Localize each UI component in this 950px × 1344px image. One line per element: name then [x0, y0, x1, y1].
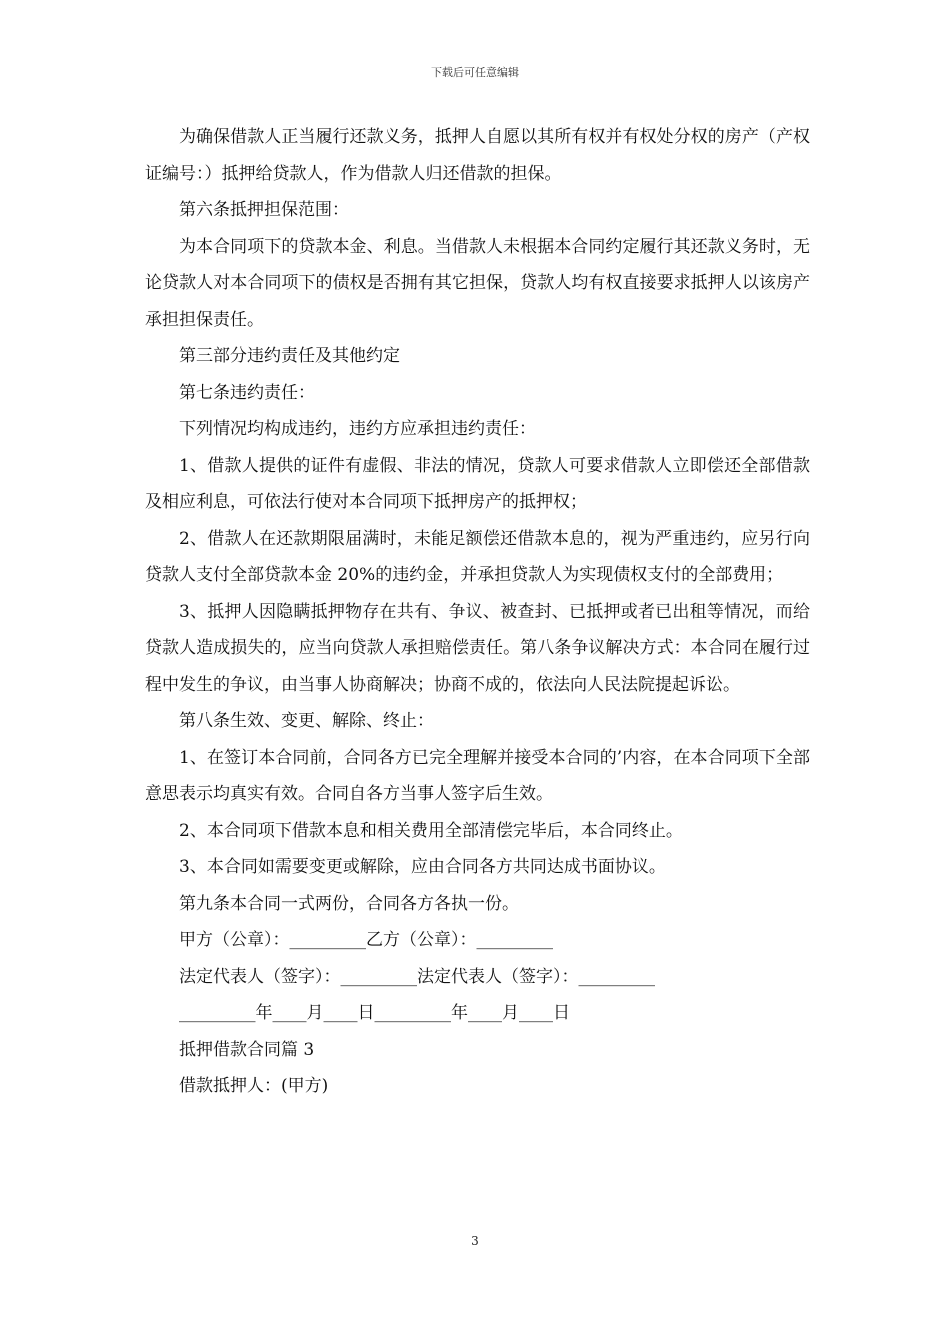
part-3-heading: 第三部分违约责任及其他约定 [179, 346, 400, 366]
breach-item-1: 1、借款人提供的证件有虚假、非法的情况，贷款人可要求借款人立即偿还全部借款及相应利息，可依法行使对本合同项下抵押房产的抵押权； [145, 455, 810, 512]
article-6-heading: 第六条抵押担保范围： [179, 200, 349, 220]
page-number: 3 [471, 1234, 479, 1248]
article-9-heading: 第九条本合同一式两份，合同各方各执一份。 [179, 893, 519, 914]
document-body [145, 119, 810, 1105]
seal-line: 甲方（公章）：_________乙方（公章）：_________ [179, 930, 553, 950]
effect-item-3: 3、本合同如需要变更或解除，应由合同各方共同达成书面协议。 [179, 857, 666, 877]
article-8-heading: 第八条生效、变更、解除、终止： [179, 711, 434, 731]
breach-item-3: 3、抵押人因隐瞒抵押物存在共有、争议、被查封、已抵押或者已出租等情况，而给贷款人造成损失的，应当向贷款人承担赔偿责任。第八条争议解决方式：本合同在履行过程中发生的争议，由当事人协商解决；协商不成的，依法向人民法院提起诉讼。 [145, 601, 810, 695]
paragraph-guarantee-scope: 为本合同项下的贷款本金、利息。当借款人未根据本合同约定履行其还款义务时，无论贷款人对本合同项下的债权是否拥有其它担保，贷款人均有权直接要求抵押人以该房产承担担保责任。 [145, 236, 810, 330]
effect-item-2: 2、本合同项下借款本息和相关费用全部清偿完毕后，本合同终止。 [179, 820, 683, 841]
breach-item-2: 2、借款人在还款期限届满时，未能足额偿还借款本息的，视为严重违约，应另行向贷款人支付全部贷款本金 20%的违约金，并承担贷款人为实现债权支付的全部费用； [145, 528, 810, 585]
date-line: _________年____月____日_________年____月____日 [179, 1003, 570, 1023]
paragraph-guarantee-purpose: 为确保借款人正当履行还款义务，抵押人自愿以其所有权并有权处分权的房产（产权证编号：）抵押给贷款人，作为借款人归还借款的担保。 [145, 127, 810, 184]
signature-line: 法定代表人（签字）：_________法定代表人（签字）：_________ [179, 966, 655, 987]
paragraph-breach-intro: 下列情况均构成违约，违约方应承担违约责任： [179, 419, 536, 439]
section-title-contract-3: 抵押借款合同篇 3 [179, 1039, 315, 1060]
page-header: 下载后可任意编辑 [431, 66, 519, 79]
borrower-mortgagor-label: 借款抵押人：(甲方) [179, 1076, 329, 1096]
article-7-heading: 第七条违约责任： [179, 382, 315, 403]
effect-item-1: 1、在签订本合同前，合同各方已完全理解并接受本合同的’内容，在本合同项下全部意思表示均真实有效。合同自各方当事人签字后生效。 [145, 747, 810, 804]
